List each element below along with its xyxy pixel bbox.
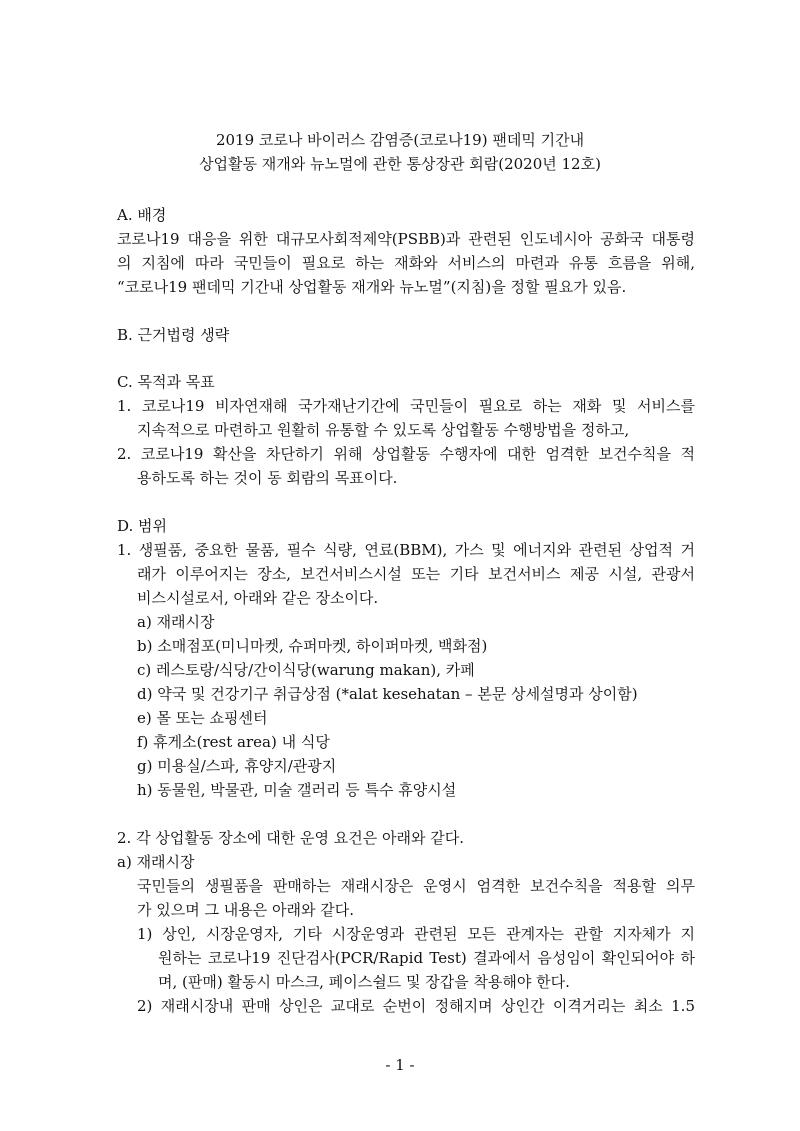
section-d-item-1-line-1: 1. 생필품, 중요한 물품, 필수 식량, 연료(BBM), 가스 및 에너지와 관련된 상업적 거: [117, 541, 695, 559]
section-a-line-2: 의 지침에 따라 국민들이 필요로 하는 재화와 서비스의 마련과 유통 흐름을 위해,: [117, 254, 695, 272]
place-item: g) 미용실/스파, 휴양지/관광지: [137, 757, 337, 775]
section-d-item-1-line-3: 비스시설로서, 아래와 같은 장소이다.: [137, 589, 379, 607]
place-item: d) 약국 및 건강기구 취급상점 (*alat kesehatan – 본문 상세설명과 상이함): [137, 685, 638, 703]
section-c-item-2-line-1: 2. 코로나19 확산을 차단하기 위해 상업활동 수행자에 대한 엄격한 보건수칙을 적: [117, 445, 695, 463]
page-number: - 1 -: [385, 1056, 415, 1074]
subsection-a-heading: a) 재래시장: [117, 853, 195, 871]
document-title-line-1: 2019 코로나 바이러스 감염증(코로나19) 팬데믹 기간내: [215, 131, 585, 149]
rule-2-line-1: 2) 재래시장내 판매 상인은 교대로 순번이 정해지며 상인간 이격거리는 최소 1.5: [137, 997, 695, 1015]
section-d-item-2: 2. 각 상업활동 장소에 대한 운영 요건은 아래와 같다.: [117, 829, 465, 847]
section-d-item-1-line-2: 래가 이루어지는 장소, 보건서비스시설 또는 기타 보건서비스 제공 시설, 관광서: [137, 565, 695, 583]
section-d-heading: D. 범위: [117, 517, 168, 535]
section-a-heading: A. 배경: [117, 206, 167, 224]
place-item: b) 소매점포(미니마켓, 슈퍼마켓, 하이퍼마켓, 백화점): [137, 637, 488, 655]
document-title-line-2: 상업활동 재개와 뉴노멀에 관한 통상장관 회람(2020년 12호): [199, 155, 601, 173]
section-c-item-1-line-2: 지속적으로 마련하고 원활히 유통할 수 있도록 상업활동 수행방법을 정하고,: [137, 421, 630, 439]
section-a-line-3: “코로나19 팬데믹 기간내 상업활동 재개와 뉴노멀”(지침)을 정할 필요가 있음.: [117, 278, 627, 296]
subsection-a-paragraph-line-1: 국민들의 생필품을 판매하는 재래시장은 운영시 엄격한 보건수칙을 적용할 의무: [137, 877, 695, 895]
section-c-item-1-line-1: 1. 코로나19 비자연재해 국가재난기간에 국민들이 필요로 하는 재화 및 서비스를: [117, 397, 695, 415]
section-c-item-2-line-2: 용하도록 하는 것이 동 회람의 목표이다.: [137, 469, 398, 487]
rule-1-line-2: 원하는 코로나19 진단검사(PCR/Rapid Test) 결과에서 음성임이 확인되어야 하: [158, 949, 695, 967]
section-b-heading: B. 근거법령 생략: [117, 326, 230, 344]
place-item: f) 휴게소(rest area) 내 식당: [137, 733, 330, 751]
rule-1-line-1: 1) 상인, 시장운영자, 기타 시장운영과 관련된 모든 관계자는 관할 지자체가 지: [137, 925, 695, 943]
place-item: e) 몰 또는 쇼핑센터: [137, 709, 268, 727]
subsection-a-paragraph-line-2: 가 있으며 그 내용은 아래와 같다.: [137, 901, 354, 919]
place-item: c) 레스토랑/식당/간이식당(warung makan), 카페: [137, 661, 475, 679]
section-a-line-1: 코로나19 대응을 위한 대규모사회적제약(PSBB)과 관련된 인도네시아 공화국 대통령: [117, 230, 695, 248]
place-item: a) 재래시장: [137, 613, 215, 631]
section-c-heading: C. 목적과 목표: [117, 373, 215, 391]
place-item: h) 동물원, 박물관, 미술 갤러리 등 특수 휴양시설: [137, 781, 457, 799]
rule-1-line-3: 며, (판매) 활동시 마스크, 페이스쉴드 및 장갑을 착용해야 한다.: [158, 973, 570, 991]
